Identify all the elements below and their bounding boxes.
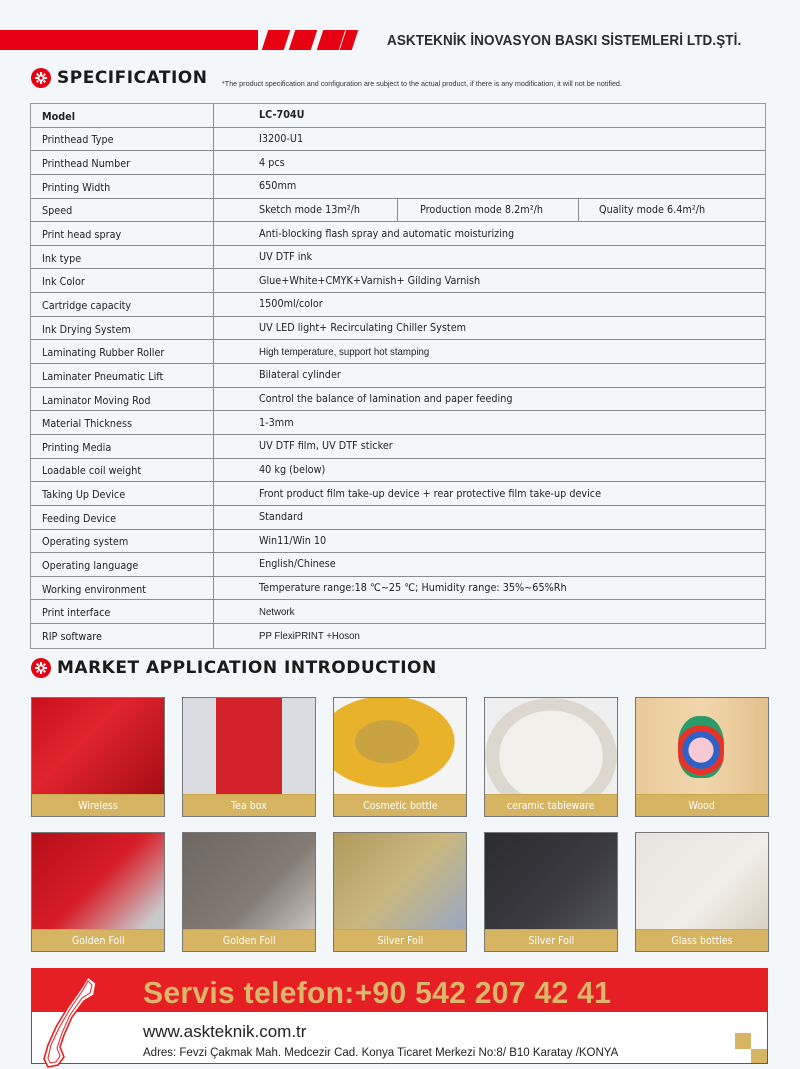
table-label: Laminater Pneumatic Lift [31,364,214,387]
table-row [31,128,765,152]
table-row [31,506,765,530]
application-tile[interactable] [333,697,467,817]
image-artwork [485,856,616,870]
address: Adres: Fevzi Çakmak Mah. Medcezir Cad. Konya Ticaret Merkezi No:8/ B10 Karatay /KONYA [143,1047,619,1059]
table-value: Front product film take-up device + rear protective film take-up device [259,487,602,500]
application-tile[interactable] [182,832,316,952]
je-serai-de-retour-photo [334,833,466,930]
tile-caption: ceramic tableware [485,794,617,816]
application-tile[interactable] [31,697,165,817]
table-row [31,482,765,506]
image-artwork [636,856,767,870]
specification-header [31,68,207,88]
table-value: LC-704U [259,109,305,122]
opera-mask-sticker-on-wood-photo [636,698,768,795]
table-label: Working environment [31,577,214,600]
table-value: Anti-blocking flash spray and automatic moisturizing [259,227,515,240]
tile-caption: Glass bottles [636,929,768,951]
table-row [31,577,765,601]
table-label: Laminator Moving Rod [31,388,214,411]
table-value: 4 pcs [259,156,285,169]
table-label: Print head spray [31,222,214,245]
table-row [31,435,765,459]
header-stripe [289,30,317,50]
application-tile[interactable] [484,832,618,952]
decor-square [735,1033,751,1049]
spec-table [30,103,766,649]
table-row [31,151,765,175]
website-link[interactable]: www.askteknik.com.tr [143,1022,307,1041]
table-value: I3200-U1 [259,132,304,145]
table-row [31,624,765,648]
gear-icon [31,658,51,678]
table-value: 1500ml/color [259,298,323,311]
table-value: Control the balance of lamination and paper feeding [259,393,513,405]
table-value: PP FlexiPRINT +Hoson [259,629,360,642]
specification-title: SPECIFICATION [57,68,208,88]
table-value: Win11/Win 10 [259,534,327,547]
table-label: Material Thickness [31,411,214,434]
table-value: Glue+White+CMYK+Varnish+ Gilding Varnish [259,274,481,287]
tea-box-sticker-photo [183,698,315,795]
header-red-bar [0,30,258,50]
application-tile[interactable] [635,832,769,952]
table-value: 650mm [259,180,297,193]
table-label: Printhead Type [31,128,214,151]
table-row [31,199,765,223]
table-label: Printing Width [31,175,214,198]
table-label: Print interface [31,600,214,623]
decor-square [751,1049,767,1063]
table-value: 40 kg (below) [259,463,326,476]
table-label: Feeding Device [31,506,214,529]
table-value: UV LED light+ Recirculating Chiller System [259,322,467,335]
table-row [31,222,765,246]
table-row [31,269,765,293]
table-label: Loadable coil weight [31,459,214,482]
table-label: Laminating Rubber Roller [31,340,214,363]
table-row [31,530,765,554]
image-artwork [334,721,465,735]
tile-caption: Tea box [183,794,315,816]
table-label: Ink type [31,246,214,269]
table-row [31,317,765,341]
table-label: Printhead Number [31,151,214,174]
image-artwork [334,856,465,870]
image-artwork [485,721,616,735]
tile-caption: Cosmetic bottle [334,794,466,816]
table-label: Model [31,104,214,127]
tile-caption: Golden Foil [183,929,315,951]
tile-caption: Wireless [32,794,164,816]
ceramic-bowl-photo [485,698,617,795]
table-row [31,459,765,483]
tile-caption: Silver Foil [334,929,466,951]
table-label: Speed [31,199,214,222]
sumgo-tea-gold-foil-photo [183,833,315,930]
table-row [31,388,765,412]
table-header-row [31,104,765,128]
table-label: Operating system [31,530,214,553]
table-value: Temperature range:18 ℃~25 ℃; Humidity range: 35%~65%Rh [259,582,567,595]
table-label: Printing Media [31,435,214,458]
table-row [31,175,765,199]
table-row [31,600,765,624]
red-box-gold-characters-photo [32,833,164,930]
table-row [31,246,765,270]
gear-icon [31,68,51,88]
speed-mode-cell: Sketch mode 13m²/h [214,199,398,222]
service-phone[interactable]: Servis telefon:+90 542 207 42 41 [143,975,612,1010]
table-row [31,340,765,364]
table-label: Ink Color [31,269,214,292]
table-value: UV DTF film, UV DTF sticker [259,440,393,453]
table-row [31,293,765,317]
phone-handset-icon [42,973,104,1069]
table-value: Network [259,605,295,618]
image-artwork [32,721,163,735]
table-value [214,199,765,222]
table-label: Taking Up Device [31,482,214,505]
table-label: RIP software [31,624,214,648]
image-artwork [183,721,314,735]
header-stripe [262,30,290,50]
table-label: Operating language [31,553,214,576]
image-artwork [32,856,163,870]
application-tile[interactable] [182,697,316,817]
speed-mode-cell: Quality mode 6.4m²/h [599,203,706,216]
table-label: Cartridge capacity [31,293,214,316]
tile-caption: Golden Foil [32,929,164,951]
table-value: English/Chinese [259,558,336,571]
tile-caption: Wood [636,794,768,816]
table-row [31,553,765,577]
tile-caption: Silver Foil [485,929,617,951]
market-header [31,658,437,678]
table-value: 1-3mm [259,416,294,429]
opera-mask-artwork [678,716,724,778]
table-value: UV DTF ink [259,251,313,264]
table-row [31,364,765,388]
company-name: ASKTEKNİK İNOVASYON BASKI SİSTEMLERİ LTD.ŞTİ. [387,33,742,49]
table-value: Bilateral cylinder [259,369,341,382]
image-artwork [183,856,314,870]
spec-disclaimer: *The product specification and configuration are subject to the actual product, if there is any modification, it will not be notified. [222,79,622,88]
table-label: Ink Drying System [31,317,214,340]
contact-footer [31,968,768,1064]
slytherin-gold-foil-photo [32,698,164,795]
glass-gold-characters-photo [636,833,768,930]
market-title: MARKET APPLICATION INTRODUCTION [57,658,437,678]
table-row [31,411,765,435]
application-tile[interactable] [31,832,165,952]
table-value: High temperature, support hot stamping [259,345,430,358]
application-tile[interactable] [484,697,618,817]
table-value: Standard [259,511,303,524]
application-tile[interactable] [333,832,467,952]
cosmetic-bottle-label-photo [334,698,466,795]
speed-mode-cell: Production mode 8.2m²/h [398,199,579,222]
fear-silver-lettering-photo [485,833,617,930]
application-tile[interactable] [635,697,769,817]
